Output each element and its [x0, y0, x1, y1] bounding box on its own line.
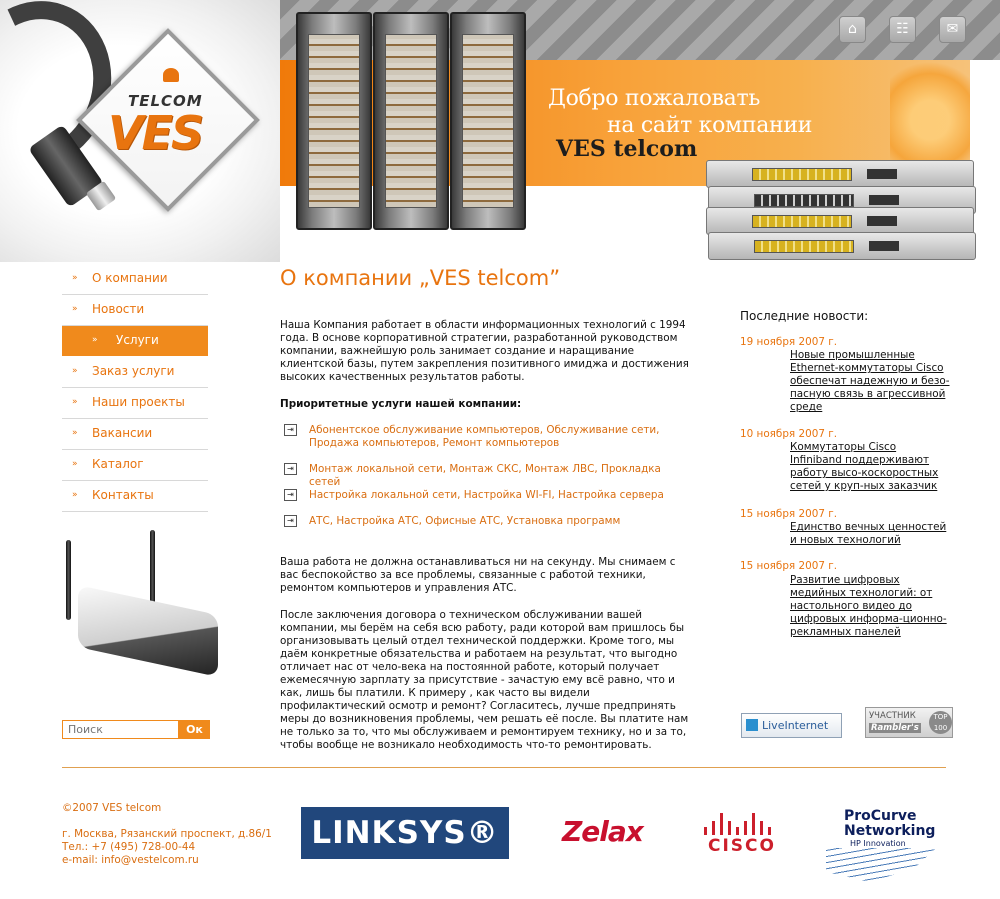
chevron-right-icon: » — [72, 459, 78, 469]
nav-item-vacancies[interactable] — [62, 419, 208, 450]
cisco-logo[interactable]: CISCO — [708, 836, 776, 856]
service-link[interactable]: Настройка локальной сети, Настройка WI-FI, Настройка сервера — [309, 489, 664, 501]
page-title: О компании „VES telcom” — [280, 266, 561, 290]
bullet-arrow-icon: ⇥ — [284, 515, 297, 527]
news-link[interactable]: Коммутаторы Cisco Infiniband поддерживают работу высо-коскоростных сетей у круп-ных заказчик — [790, 441, 939, 492]
chevron-right-icon: » — [72, 397, 78, 407]
nav-item-news[interactable] — [62, 295, 208, 326]
bullet-arrow-icon: ⇥ — [284, 424, 297, 436]
logo-cap-icon — [163, 68, 179, 82]
email[interactable]: e-mail: info@vestelcom.ru — [62, 854, 199, 866]
chevron-right-icon: » — [72, 428, 78, 438]
header — [0, 0, 1000, 262]
router-illustration — [78, 585, 218, 677]
nav-item-order[interactable] — [62, 357, 208, 388]
switch-illustration — [706, 160, 974, 188]
counter-label: Rambler's — [871, 723, 919, 733]
news-date: 19 ноября 2007 г. — [740, 336, 837, 348]
nav-item-label: Новости — [92, 302, 145, 316]
nav-item-label: О компании — [92, 271, 168, 285]
top100-badge: TOP 100 — [929, 711, 952, 734]
body-paragraph: После заключения договора о техническом обслуживании вашей компании, мы берём на себя всю работу, ради которой вам пришлось бы организовывать целый отдел технической поддержки. Кроме того, мы даём конкретные обязательства и работаем на результат, что выгодно отличает нас от чело-века на постоянной работе, который получает ежемесячную зарплату за присутствие - зачастую ему всё равно, что и как, лишь бы платили. К примеру , как часто вы видели профилактический осмотр и ремонт? Согласитесь, лучше предпринять меры до возникновения проблемы, чем решать её после. Вы платите нам не только за то, что мы обслуживаем и ремонтируем технику, но и за то, чтобы вообще не возникало необходимость что-то ремонтировать. — [280, 609, 689, 751]
search-input[interactable] — [62, 720, 179, 739]
liveinternet-counter[interactable] — [741, 713, 842, 738]
nav-item-label: Вакансии — [92, 426, 153, 440]
nav-item-label: Услуги — [116, 333, 159, 347]
welcome-line-1: Добро пожаловать — [548, 86, 761, 111]
nav-item-label: Контакты — [92, 488, 154, 502]
zelax-logo[interactable]: Zelax — [562, 815, 643, 848]
service-link[interactable]: Абонентское обслуживание компьютеров, Обслуживание сети, Продажа компьютеров, Ремонт компьютеров — [309, 424, 660, 449]
news-link[interactable]: Новые промышленные Ethernet-коммутаторы Cisco обеспечат надежную и безо-пасную связь в агрессивной среде — [790, 349, 950, 413]
procurve-tagline: HP Innovation — [850, 839, 906, 848]
service-link[interactable]: Монтаж локальной сети, Монтаж СКС, Монтаж ЛВС, Прокладка сетей — [309, 463, 661, 488]
procurve-line-1: ProCurve — [844, 808, 917, 824]
mail-icon[interactable]: ✉ — [939, 16, 966, 43]
nav-item-label: Наши проекты — [92, 395, 185, 409]
services-heading: Приоритетные услуги нашей компании: — [280, 398, 522, 410]
search-button[interactable]: Ок — [179, 720, 210, 739]
procurve-logo[interactable] — [844, 809, 935, 839]
main-navigation — [62, 264, 208, 512]
chevron-right-icon: » — [72, 366, 78, 376]
server-rack-illustration — [450, 12, 526, 230]
footer-divider — [62, 767, 946, 768]
procurve-line-2: Networking — [844, 823, 936, 839]
copyright: ©2007 VES telcom — [62, 802, 162, 814]
bullet-arrow-icon: ⇥ — [284, 463, 297, 475]
chevron-right-icon: » — [72, 273, 78, 283]
switch-illustration — [706, 207, 974, 235]
procurve-waves-icon — [826, 848, 936, 882]
news-link[interactable]: Единство вечных ценностей и новых технологий — [790, 521, 947, 546]
nav-item-projects[interactable] — [62, 388, 208, 419]
liveinternet-arrow-icon — [746, 719, 758, 731]
service-item[interactable] — [284, 489, 694, 502]
nav-item-label: Каталог — [92, 457, 144, 471]
bullet-arrow-icon: ⇥ — [284, 489, 297, 501]
server-rack-illustration — [373, 12, 449, 230]
news-heading: Последние новости: — [740, 309, 869, 323]
linksys-logo[interactable]: LINKSYS® — [301, 807, 509, 859]
service-item[interactable] — [284, 463, 694, 489]
logo-ves-text[interactable]: VES — [108, 106, 203, 160]
nav-item-label: Заказ услуги — [92, 364, 175, 378]
counter-label: УЧАСТНИК — [869, 711, 916, 721]
news-link[interactable]: Развитие цифровых медийных технологий: от настольного видео до цифровых информа-ционно-рекламных панелей — [790, 574, 947, 638]
chevron-right-icon: » — [92, 335, 98, 345]
logo-telcom-text[interactable]: TELCOM — [128, 92, 203, 110]
cisco-bars-icon — [704, 813, 784, 835]
nav-item-about[interactable] — [62, 264, 208, 295]
home-icon[interactable]: ⌂ — [839, 16, 866, 43]
phone: Тел.: +7 (495) 728-00-44 — [62, 841, 196, 853]
address: г. Москва, Рязанский проспект, д.86/1 — [62, 828, 272, 840]
news-date: 15 ноября 2007 г. — [740, 560, 837, 572]
body-paragraph: Ваша работа не должна останавливаться ни на секунду. Мы снимаем с вас беспокойство за все проблемы, связанные с работой техники, ремонтом компьютеров и управления АТС. — [280, 556, 676, 594]
welcome-line-2: на сайт компании — [607, 113, 813, 138]
welcome-line-3: VES telcom — [556, 136, 698, 162]
service-item[interactable] — [284, 515, 694, 528]
intro-paragraph: Наша Компания работает в области информационных технологий с 1994 года. В основе корпоративной стратегии, разработанной руководством компании, важнейшую роль занимает создание и наращивание клиентской базы, путем закрепления позитивного имиджа и достижения высоких качественных результатов работы. — [280, 319, 689, 383]
nav-item-services[interactable] — [62, 326, 208, 357]
switch-illustration — [708, 232, 976, 260]
service-link[interactable]: АТС, Настройка АТС, Офисные АТС, Установка программ — [309, 515, 621, 527]
server-rack-illustration — [296, 12, 372, 230]
counter-label: LiveInternet — [762, 719, 829, 732]
news-date: 10 ноября 2007 г. — [740, 428, 837, 440]
sitemap-icon[interactable]: ☷ — [889, 16, 916, 43]
router-antenna — [66, 540, 71, 620]
news-date: 15 ноября 2007 г. — [740, 508, 837, 520]
nav-item-catalog[interactable] — [62, 450, 208, 481]
nav-item-contacts[interactable] — [62, 481, 208, 512]
rambler-top100-counter[interactable] — [865, 707, 953, 738]
chevron-right-icon: » — [72, 304, 78, 314]
service-item[interactable] — [284, 424, 694, 450]
chevron-right-icon: » — [72, 490, 78, 500]
